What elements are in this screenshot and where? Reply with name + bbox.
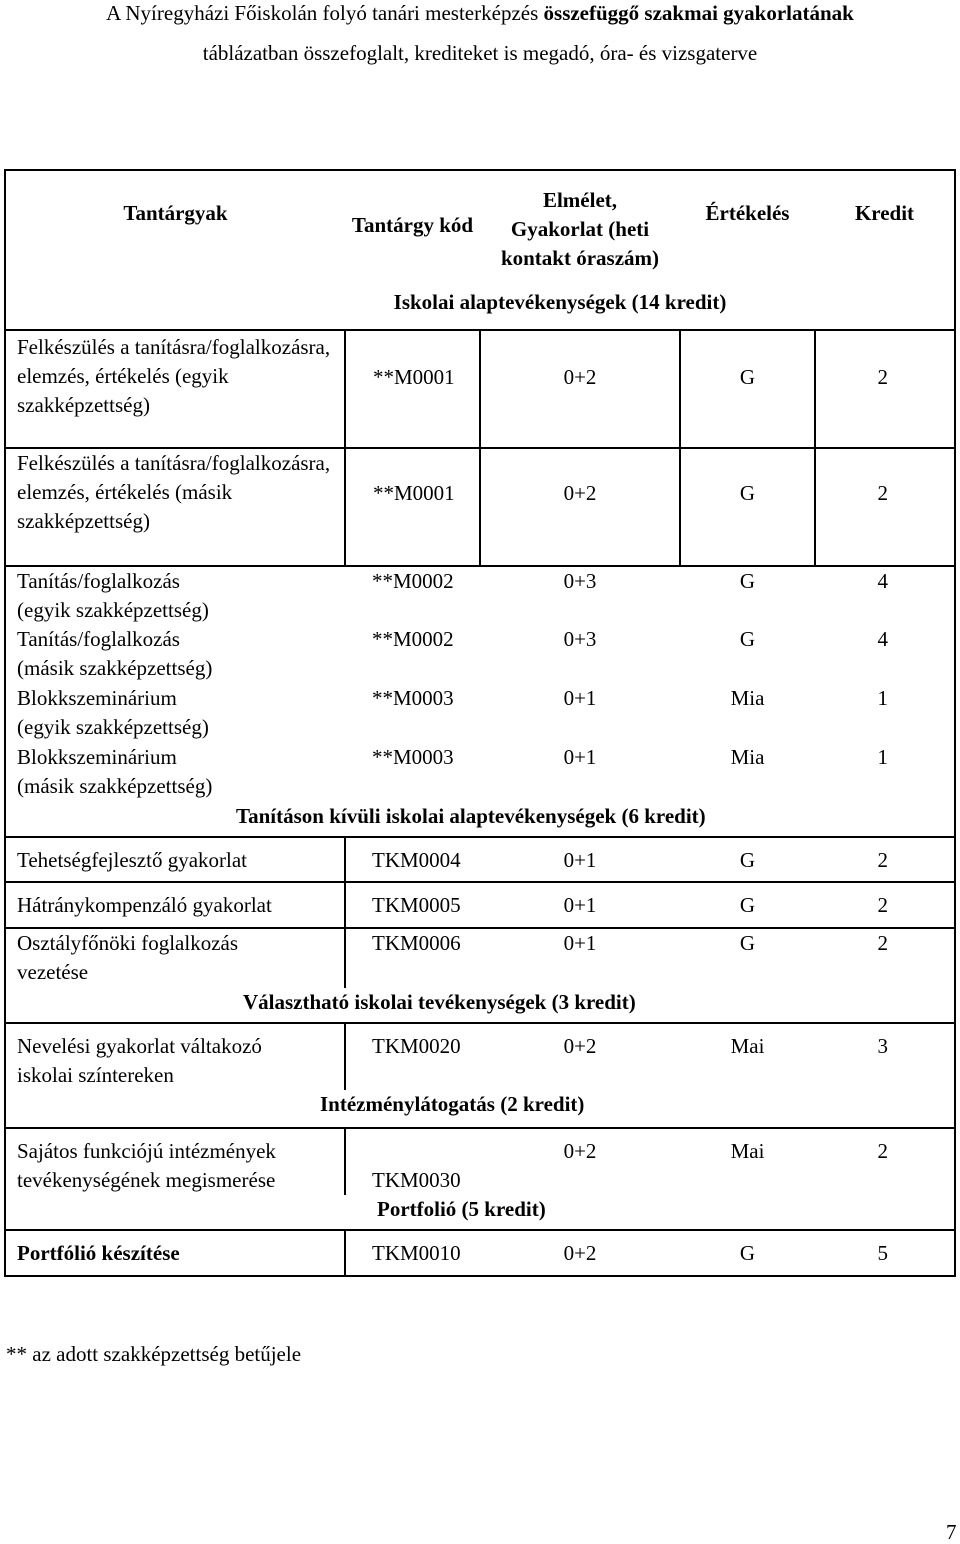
evaluation-cell: G — [680, 566, 815, 625]
credit-cell: 4 — [815, 566, 955, 625]
hours-cell: 0+2 — [480, 1128, 680, 1195]
section-title: Portfolió (5 kredit) — [5, 1195, 955, 1230]
code-cell: **M0002 — [372, 627, 454, 651]
subject-cell: Hátránykompenzáló gyakorlat — [5, 882, 345, 928]
header-credit: Kredit — [815, 170, 955, 288]
credit-cell: 5 — [815, 1230, 955, 1276]
table-row — [5, 448, 955, 566]
code-cell: **M0002 — [345, 566, 480, 625]
section-row — [5, 988, 955, 1023]
evaluation-cell: G — [739, 627, 756, 651]
table-row — [5, 743, 955, 802]
table-row — [5, 837, 955, 882]
document-title-bold: összefüggő szakmai gyakorlatának — [543, 1, 854, 25]
evaluation-cell: G — [680, 837, 815, 882]
header-hours: Elmélet, Gyakorlat (heti kontakt óraszám) — [480, 170, 680, 288]
hours-cell: 0+2 — [480, 448, 680, 566]
evaluation-cell: G — [680, 330, 815, 448]
section-title: Tanításon kívüli iskolai alaptevékenységek (6 kredit) — [5, 802, 955, 837]
section-title: Iskolai alaptevékenységek (14 kredit) — [345, 288, 815, 330]
credit-cell: 2 — [815, 928, 955, 988]
table-row — [5, 882, 955, 928]
table-row — [5, 1230, 955, 1276]
credit-cell: 2 — [815, 882, 955, 928]
evaluation-cell: Mai — [680, 1023, 815, 1090]
evaluation-cell: G — [680, 448, 815, 566]
footnote: ** az adott szakképzettség betűjele — [6, 1342, 302, 1366]
credit-cell: 2 — [815, 448, 955, 566]
hours-cell: 0+3 — [563, 627, 597, 651]
code-cell: TKM0030 — [345, 1128, 480, 1195]
hours-cell: 0+2 — [480, 1023, 680, 1090]
credit-cell: 2 — [815, 837, 955, 882]
section-row — [5, 802, 955, 837]
credit-cell: 3 — [815, 1023, 955, 1090]
section-title: Választható iskolai tevékenységek (3 kredit) — [5, 988, 955, 1023]
evaluation-cell: G — [680, 1230, 815, 1276]
code-cell: **M0003 — [372, 745, 454, 769]
subject-cell: Sajátos funkciójú intézmények tevékenységének megismerése — [5, 1128, 345, 1195]
evaluation-cell: G — [680, 882, 815, 928]
header-evaluation: Értékelés — [680, 170, 815, 288]
hours-cell: 0+1 — [480, 882, 680, 928]
section-row — [5, 1195, 955, 1230]
table-row — [5, 625, 955, 684]
section-row — [5, 288, 955, 330]
credit-cell: 4 — [815, 625, 955, 684]
code-cell: **M0001 — [345, 448, 480, 566]
code-cell: **M0001 — [345, 330, 480, 448]
hours-cell: 0+2 — [480, 1230, 680, 1276]
subject-cell: Felkészülés a tanításra/foglalkozásra, elemzés, értékelés (másik szakképzettség) — [5, 448, 345, 566]
subject-cell: Blokkszeminárium (másik szakképzettség) — [5, 743, 345, 802]
code-cell: TKM0010 — [345, 1230, 480, 1276]
subject-cell: Felkészülés a tanításra/foglalkozásra, elemzés, értékelés (egyik szakképzettség) — [5, 330, 345, 448]
subject-cell: Blokkszeminárium (egyik szakképzettség) — [5, 684, 345, 743]
credit-cell: 2 — [815, 1128, 955, 1195]
header-subjects: Tantárgyak — [5, 170, 345, 288]
evaluation-cell: G — [680, 928, 815, 988]
subject-cell: Osztályfőnöki foglalkozás vezetése — [5, 928, 345, 988]
credit-cell: 2 — [815, 330, 955, 448]
table-row — [5, 684, 955, 743]
evaluation-cell: Mai — [680, 1128, 815, 1195]
table-row — [5, 330, 955, 448]
code-cell: TKM0006 — [345, 928, 480, 988]
document-title-line-2: táblázatban összefoglalt, krediteket is megadó, óra- és vizsgaterve — [202, 41, 758, 65]
section-title: Intézménylátogatás (2 kredit) — [5, 1090, 955, 1128]
hours-cell: 0+1 — [480, 928, 680, 988]
hours-cell: 0+1 — [563, 686, 597, 710]
subject-cell: Nevelési gyakorlat váltakozó iskolai színtereken — [5, 1023, 345, 1090]
subject-cell: Portfólió készítése — [5, 1230, 345, 1276]
hours-cell: 0+2 — [480, 330, 680, 448]
subject-cell: Tanítás/foglalkozás (egyik szakképzettség) — [5, 566, 345, 625]
evaluation-cell: Mia — [730, 745, 765, 769]
hours-cell: 0+1 — [563, 745, 597, 769]
table-row — [5, 1128, 955, 1195]
curriculum-table — [4, 169, 956, 1277]
document-title-line-1: A Nyíregyházi Főiskolán folyó tanári mesterképzés összefüggő szakmai gyakorlatának — [106, 1, 854, 25]
table-row — [5, 1023, 955, 1090]
header-row — [5, 170, 955, 288]
evaluation-cell: Mia — [730, 686, 765, 710]
credit-cell: 1 — [815, 684, 955, 743]
header-code: Tantárgy kód — [345, 170, 480, 288]
subject-cell: Tehetségfejlesztő gyakorlat — [5, 837, 345, 882]
section-row — [5, 1090, 955, 1128]
credit-cell: 1 — [815, 743, 955, 802]
code-cell: TKM0004 — [345, 837, 480, 882]
hours-cell: 0+3 — [480, 566, 680, 625]
page-number: 7 — [946, 1520, 957, 1544]
table-row — [5, 566, 955, 625]
code-cell: TKM0020 — [345, 1023, 480, 1090]
hours-cell: 0+1 — [480, 837, 680, 882]
subject-cell: Tanítás/foglalkozás (másik szakképzettség) — [5, 625, 345, 684]
code-cell: **M0003 — [372, 686, 454, 710]
code-cell: TKM0005 — [345, 882, 480, 928]
table-row — [5, 928, 955, 988]
